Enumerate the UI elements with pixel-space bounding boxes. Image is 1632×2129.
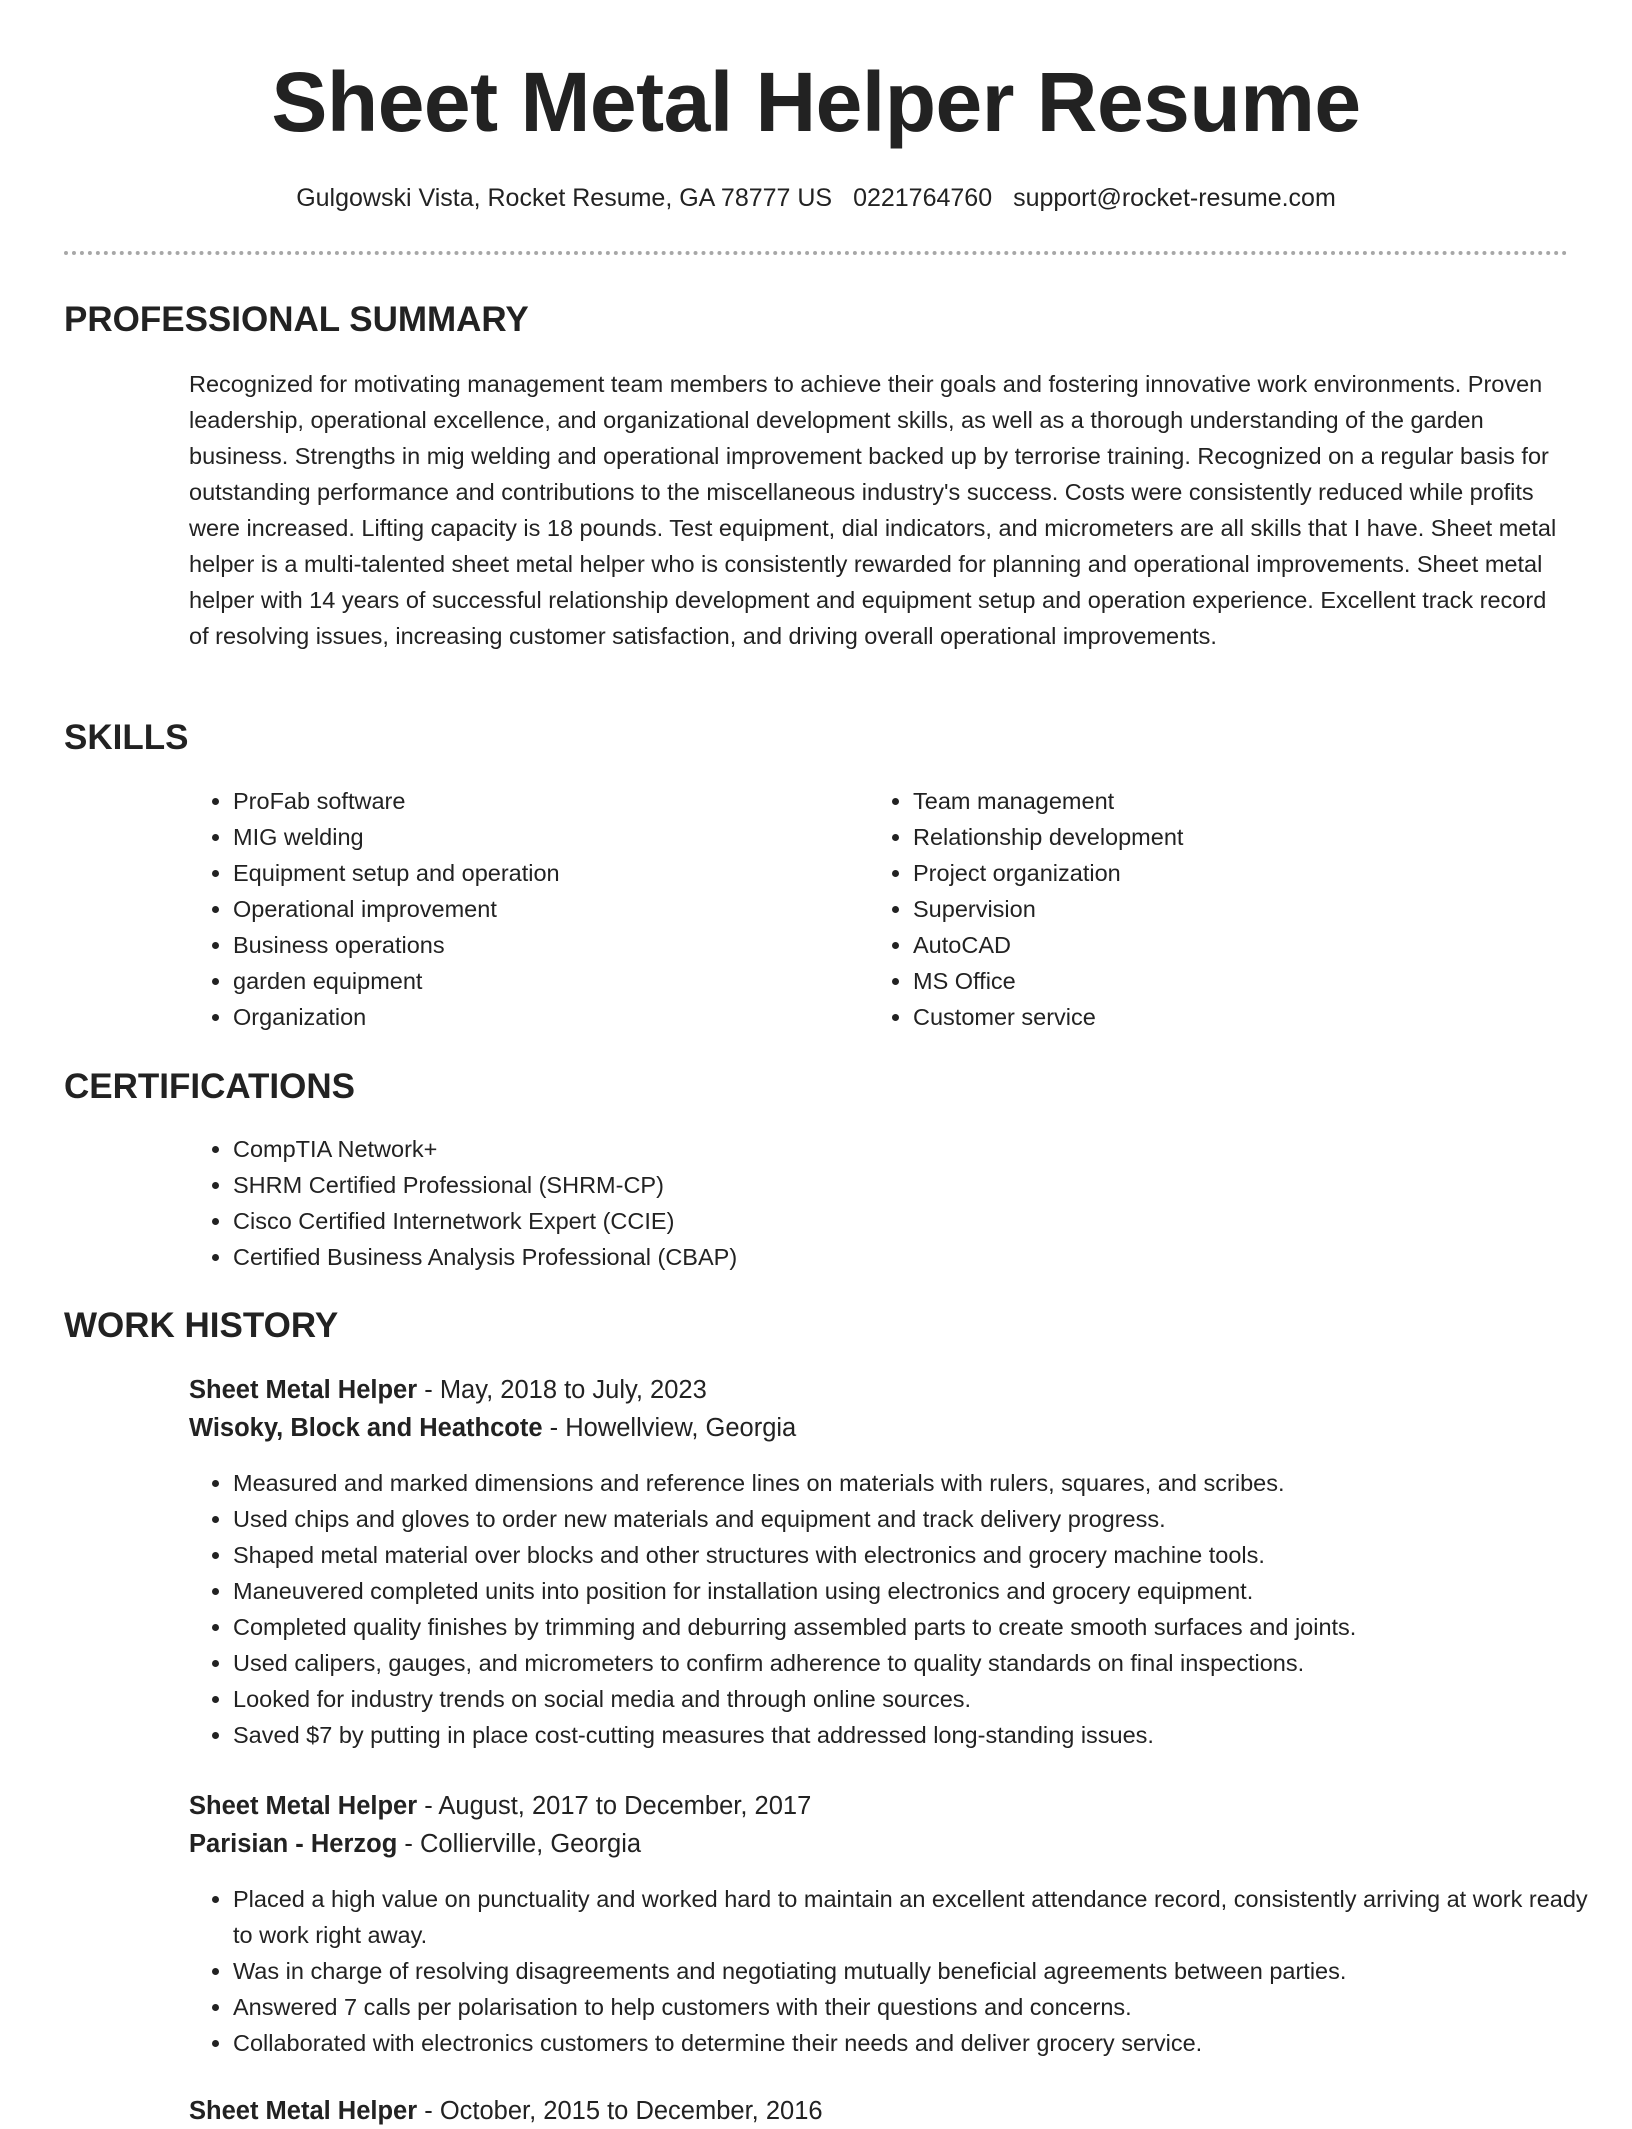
job-company-line <box>189 1410 796 1446</box>
certification-item: • SHRM Certified Professional (SHRM-CP) <box>233 1167 1533 1203</box>
skill-item: • ProFab software <box>233 783 853 819</box>
job-duty-item: • Answered 7 calls per polarisation to help customers with their questions and concerns. <box>233 1989 1613 2025</box>
job-title: Sheet Metal Helper <box>189 1792 418 1820</box>
certification-item: • CompTIA Network+ <box>233 1131 1533 1167</box>
skill-item: • Relationship development <box>913 819 1533 855</box>
job-duty-item: • Shaped metal material over blocks and other structures with electronics and grocery machine tools. <box>233 1537 1613 1573</box>
job-location: - Howellview, Georgia <box>542 1414 797 1442</box>
skills-list-right <box>869 783 1533 1035</box>
job-dates: - October, 2015 to December, 2016 <box>417 2097 823 2125</box>
skills-list-left <box>189 783 853 1035</box>
contact-line <box>0 180 1632 216</box>
job-duty-item: • Looked for industry trends on social media and through online sources. <box>233 1681 1613 1717</box>
work-history-heading: WORK HISTORY <box>64 1306 339 1345</box>
summary-heading: PROFESSIONAL SUMMARY <box>64 300 529 339</box>
job-duty-item: • Placed a high value on punctuality and worked hard to maintain an excellent attendance record, consistently arriving at work ready to work right away. <box>233 1881 1613 1953</box>
job-duty-item: • Measured and marked dimensions and reference lines on materials with rulers, squares, and scribes. <box>233 1465 1613 1501</box>
skill-item: • Business operations <box>233 927 853 963</box>
skill-item: • Supervision <box>913 891 1533 927</box>
job-company: Parisian - Herzog <box>189 1830 398 1858</box>
job-duty-item: • Completed quality finishes by trimming and deburring assembled parts to create smooth surfaces and joints. <box>233 1609 1613 1645</box>
certification-item: • Cisco Certified Internetwork Expert (CCIE) <box>233 1203 1533 1239</box>
summary-text: Recognized for motivating management team members to achieve their goals and fostering innovative work environments. Proven leadership, operational excellence, and organizational development skills, as well as a thorough understanding of the garden business. Strengths in mig welding and operational improvement backed up by terrorise training. Recognized on a regular basis for outstanding performance and contributions to the miscellaneous industry's success. Costs were consistently reduced while profits were increased. Lifting capacity is 18 pounds. Test equipment, dial indicators, and micrometers are all skills that I have. Sheet metal helper is a multi-talented sheet metal helper who is consistently rewarded for planning and operational improvements. Sheet metal helper with 14 years of successful relationship development and equipment setup and operation experience. Excellent track record of resolving issues, increasing customer satisfaction, and driving overall operational improvements. <box>189 371 1557 649</box>
job-dates: - May, 2018 to July, 2023 <box>417 1376 707 1404</box>
certifications-list <box>189 1131 1533 1275</box>
job-company: Wisoky, Block and Heathcote <box>189 1414 543 1442</box>
job-location: - Collierville, Georgia <box>397 1830 642 1858</box>
certifications-heading: CERTIFICATIONS <box>64 1067 356 1106</box>
job-company-line <box>189 1826 641 1862</box>
header-divider <box>64 251 1568 255</box>
job-title-line <box>189 1788 811 1824</box>
job-duties-list <box>189 1881 1613 2061</box>
contact-email: support@rocket-resume.com <box>1013 184 1336 212</box>
skill-item: • garden equipment <box>233 963 853 999</box>
skill-item: • AutoCAD <box>913 927 1533 963</box>
skill-item: • Equipment setup and operation <box>233 855 853 891</box>
certification-item: • Certified Business Analysis Professional (CBAP) <box>233 1239 1533 1275</box>
page-title: Sheet Metal Helper Resume <box>271 55 1361 149</box>
skills-heading: SKILLS <box>64 718 189 757</box>
job-dates: - August, 2017 to December, 2017 <box>417 1792 812 1820</box>
job-duty-item: • Collaborated with electronics customers to determine their needs and deliver grocery service. <box>233 2025 1613 2061</box>
job-title: Sheet Metal Helper <box>189 1376 418 1404</box>
skill-item: • Team management <box>913 783 1533 819</box>
job-duty-item: • Maneuvered completed units into position for installation using electronics and grocery equipment. <box>233 1573 1613 1609</box>
job-duty-item: • Used chips and gloves to order new materials and equipment and track delivery progress. <box>233 1501 1613 1537</box>
job-duty-item: • Used calipers, gauges, and micrometers to confirm adherence to quality standards on final inspections. <box>233 1645 1613 1681</box>
skill-item: • Organization <box>233 999 853 1035</box>
skill-item: • MS Office <box>913 963 1533 999</box>
job-duty-item: • Saved $7 by putting in place cost-cutting measures that addressed long-standing issues. <box>233 1717 1613 1753</box>
contact-phone: 0221764760 <box>853 184 993 212</box>
job-title-line <box>189 1372 707 1408</box>
job-duties-list <box>189 1465 1613 1753</box>
skill-item: • Customer service <box>913 999 1533 1035</box>
contact-address: Gulgowski Vista, Rocket Resume, GA 78777 US <box>296 184 833 212</box>
job-title: Sheet Metal Helper <box>189 2097 418 2125</box>
job-title-line <box>189 2093 823 2129</box>
job-duty-item: • Was in charge of resolving disagreements and negotiating mutually beneficial agreements between parties. <box>233 1953 1613 1989</box>
skill-item: • Project organization <box>913 855 1533 891</box>
skill-item: • MIG welding <box>233 819 853 855</box>
skill-item: • Operational improvement <box>233 891 853 927</box>
